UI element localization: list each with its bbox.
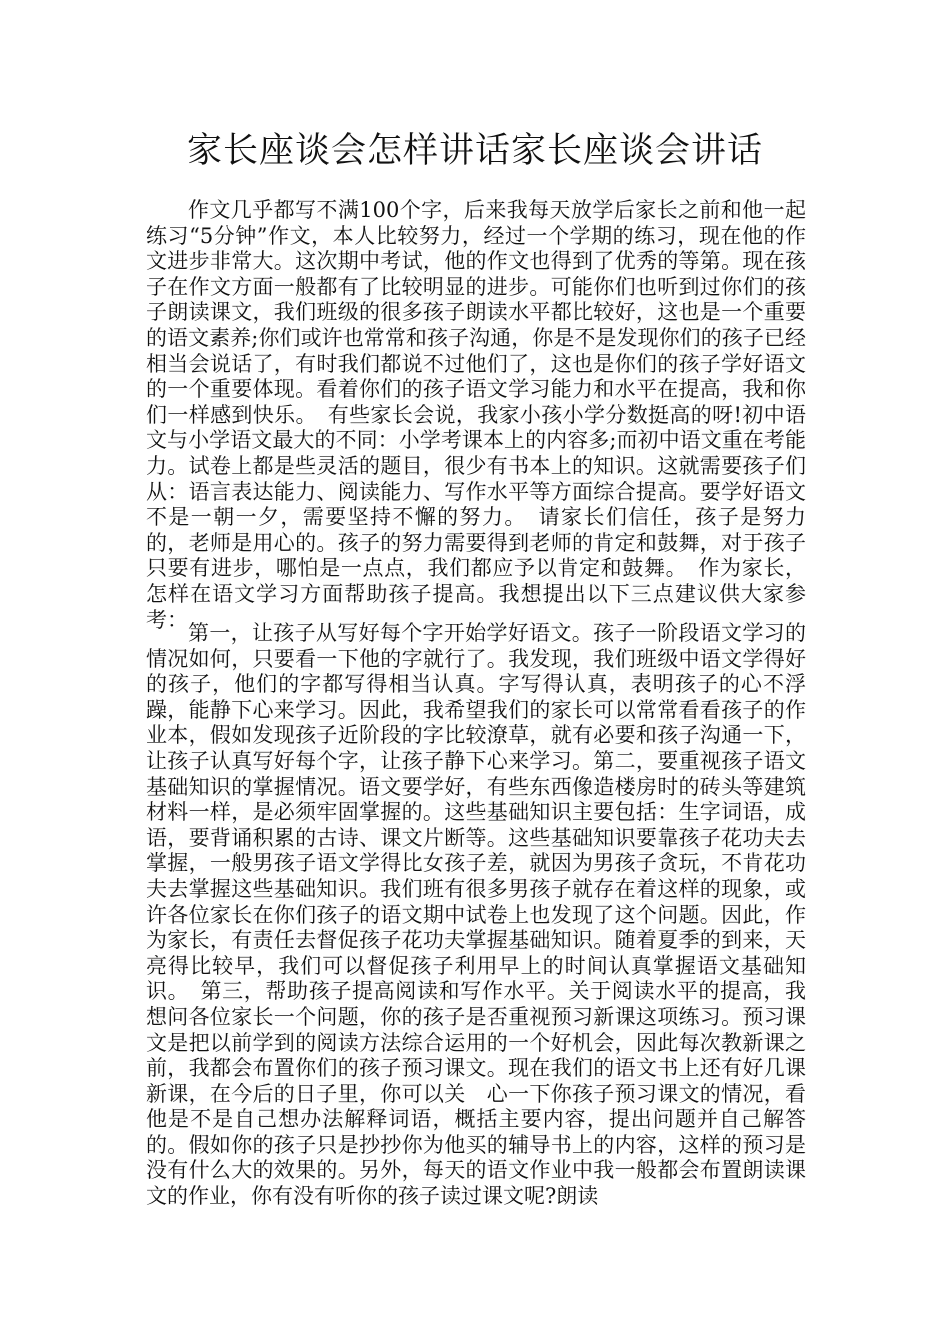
document-title: 家长座谈会怎样讲话家长座谈会讲话 bbox=[186, 131, 763, 171]
body-paragraph-2: 第一，让孩子从写好每个字开始学好语文。孩子一阶段语文学习的情况如何，只要看一下他的字就行了。我发现，我们班级中语文学得好的孩子，他们的字都写得相当认真。字写得认真，表明孩子的心不浮躁，能静下心来学习。因此，我希望我们的家长可以常常看看孩子的作业本，假如发现孩子近阶段的字比较潦草，就有必要和孩子沟通一下，让孩子认真写好每个字，让孩子静下心来学习。第二，要重视孩子语文基础知识的掌握情况。语文要学好，有些东西像造楼房时的砖头等建筑材料一样，是必须牢固掌握的。这些基础知识主要包括：生字词语，成语，要背诵积累的古诗、课文片断等。这些基础知识要靠孩子花功夫去掌握，一般男孩子语文学得比女孩子差，就因为男孩子贪玩，不肯花功夫去掌握这些基础知识。我们班有很多男孩子就存在着这样的现象，或许各位家长在你们孩子的语文期中试卷上也发现了这个问题。因此，作为家长，有责任去督促孩子花功夫掌握基础知识。随着夏季的到来，天亮得比较早，我们可以督促孩子利用早上的时间认真掌握语文基础知识。 第三，帮助孩子提高阅读和写作水平。关于阅读水平的提高，我想问各位家长一个问题，你的孩子是否重视预习新课这项练习。预习课文是把以前学到的阅读方法综合运用的一个好机会，因此每次教新课之前，我都会布置你们的孩子预习课文。现在我们的语文书上还有好几课新课，在今后的日子里，你可以关 心一下你孩子预习课文的情况，看他是不是自己想办法解释词语，概括主要内容，提出问题并自己解答的。假如你的孩子只是抄抄你为他买的辅导书上的内容，这样的预习是没有什么大的效果的。另外，每天的语文作业中我一般都会布置朗读课文的作业，你有没有听你的孩子读过课文呢?朗读 bbox=[146, 621, 806, 1209]
body-paragraph-1: 作文几乎都写不满100个字，后来我每天放学后家长之前和他一起练习“5分钟”作文，本人比较努力，经过一个学期的练习，现在他的作文进步非常大。这次期中考试，他的作文也得到了优秀的等第。现在孩子在作文方面一般都有了比较明显的进步。可能你们也听到过你们的孩子朗读课文，我们班级的很多孩子朗读水平都比较好，这也是一个重要的语文素养;你们或许也常常和孩子沟通，你是不是发现你们的孩子已经相当会说话了，有时我们都说不过他们了，这也是你们的孩子学好语文的一个重要体现。看着你们的孩子语文学习能力和水平在提高，我和你们一样感到快乐。 有些家长会说，我家小孩小学分数挺高的呀!初中语文与小学语文最大的不同：小学考课本上的内容多;而初中语文重在考能力。试卷上都是些灵活的题目，很少有书本上的知识。这就需要孩子们从：语言表达能力、阅读能力、写作水平等方面综合提高。要学好语文不是一朝一夕，需要坚持不懈的努力。 请家长们信任，孩子是努力的，老师是用心的。孩子的努力需要得到老师的肯定和鼓舞，对于孩子只要有进步，哪怕是一点点，我们都应予以肯定和鼓舞。 作为家长，怎样在语文学习方面帮助孩子提高。我想提出以下三点建议供大家参考： bbox=[146, 198, 806, 632]
